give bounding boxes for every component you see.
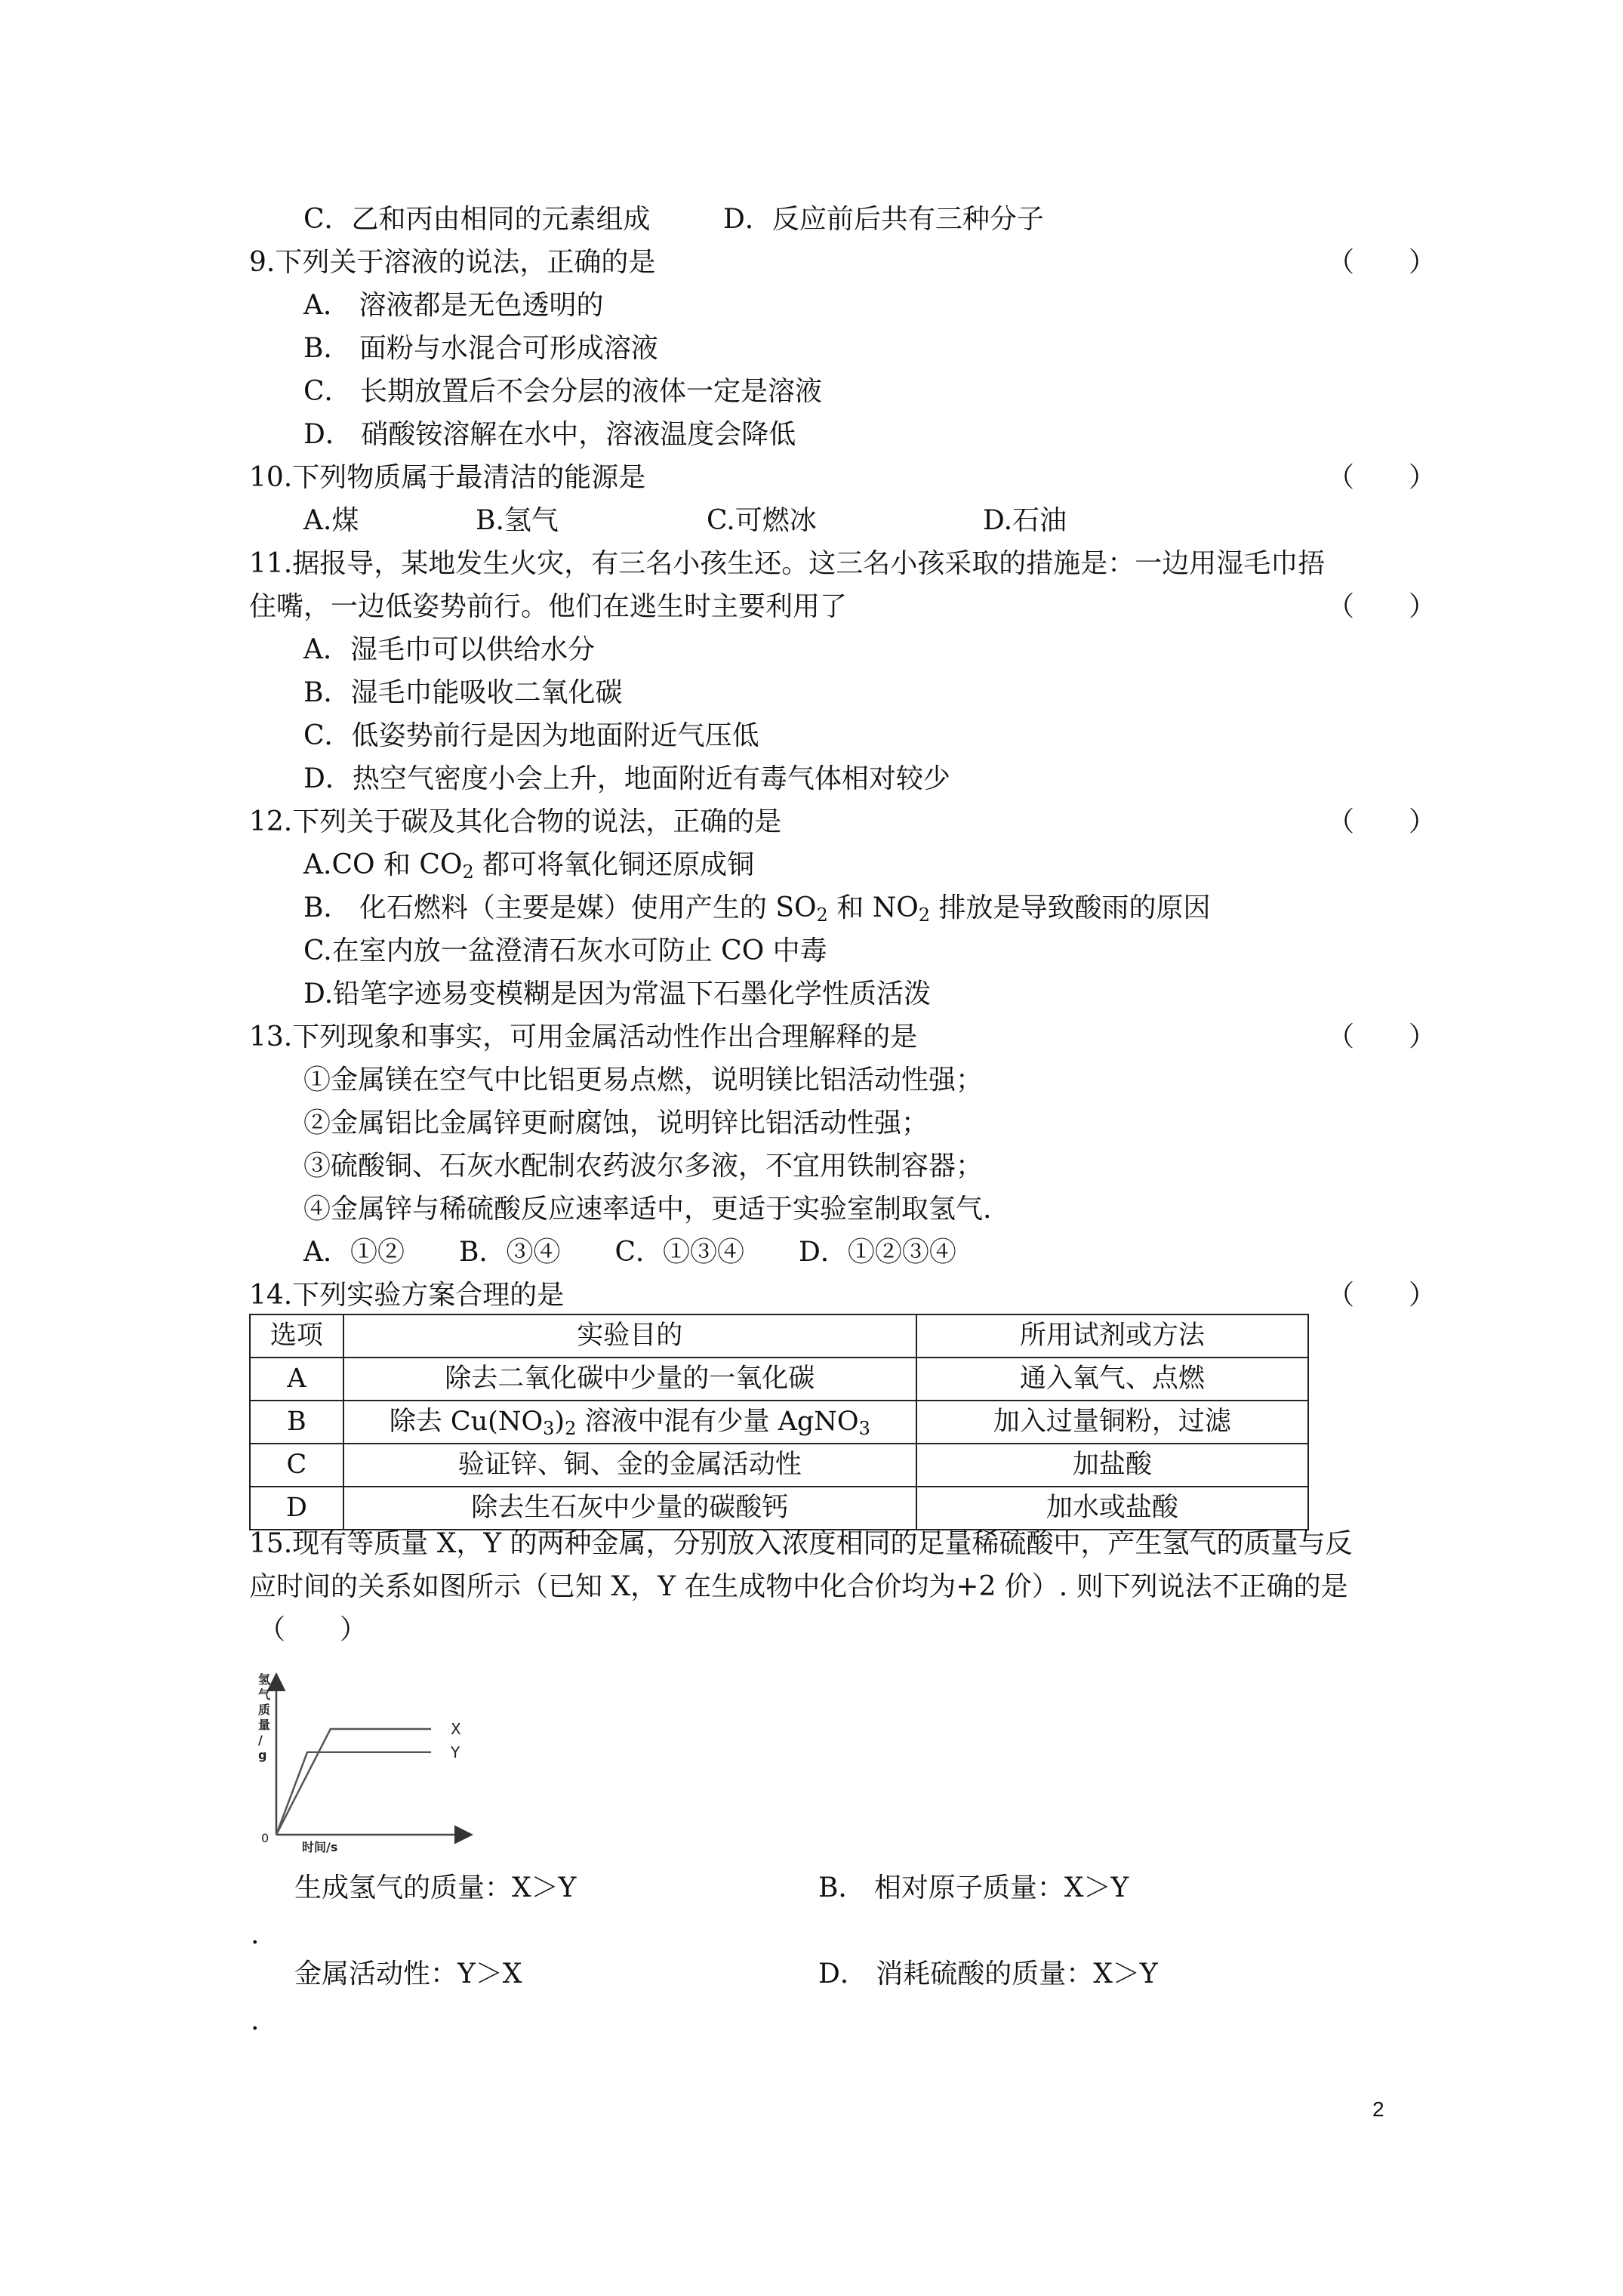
q11-option-d: D．热空气密度小会上升，地面附近有毒气体相对较少 [303, 763, 950, 794]
table-header-goal: 实验目的 [343, 1314, 916, 1358]
table-cell-method: 加水或盐酸 [916, 1487, 1308, 1530]
q15-option-d: D． 消耗硫酸的质量：X＞Y [818, 1959, 1158, 1989]
q12-stem: 12.下列关于碳及其化合物的说法，正确的是 [249, 806, 782, 837]
series-x-label: X [451, 1720, 461, 1738]
table-row [250, 1358, 1308, 1401]
q10-option-a: A.煤 [303, 505, 359, 536]
page-number: 2 [1372, 2097, 1384, 2121]
q8-option-c: C．乙和丙由相同的元素组成 [303, 204, 651, 235]
q9-answer-bracket: （ ） [1327, 247, 1437, 278]
table-cell-option: C [250, 1444, 343, 1487]
table-cell-goal: 除去 $Cu(NO_3)_2$ 溶液中混有少量 AgNO$_3$ [343, 1401, 916, 1444]
q14-table [249, 1314, 1309, 1530]
q11-option-c: C．低姿势前行是因为地面附近气压低 [303, 720, 759, 751]
origin-label: 0 [261, 1831, 269, 1845]
q9-stem: 9.下列关于溶液的说法，正确的是 [249, 247, 656, 278]
q8-option-d: D．反应前后共有三种分子 [723, 204, 1044, 235]
q13-options: A．①② B．③④ C．①③④ D．①②③④ [303, 1237, 956, 1268]
table-row [250, 1444, 1308, 1487]
table-cell-option: D [250, 1487, 343, 1530]
y-axis-label: 氢气质量/ g [258, 1672, 271, 1762]
table-row [250, 1401, 1308, 1444]
table-cell-option: A [250, 1358, 343, 1401]
q9-option-a: A． 溶液都是无色透明的 [303, 290, 604, 321]
q15-stem-line1: 15.现有等质量 X，Y 的两种金属，分别放入浓度相同的足量稀硫酸中，产生氢气的质量与反 [249, 1528, 1353, 1559]
table-cell-method: 加盐酸 [916, 1444, 1308, 1487]
q11-option-a: A．湿毛巾可以供给水分 [303, 634, 595, 665]
table-cell-goal: 除去生石灰中少量的碳酸钙 [343, 1487, 916, 1530]
table-cell-method: 加入过量铜粉，过滤 [916, 1401, 1308, 1444]
table-header-row [250, 1314, 1308, 1358]
table-cell-option: B [250, 1401, 343, 1444]
table-header-method: 所用试剂或方法 [916, 1314, 1308, 1358]
table-cell-goal: 除去二氧化碳中少量的一氧化碳 [343, 1358, 916, 1401]
q11-stem-line1: 11.据报导，某地发生火灾，有三名小孩生还。这三名小孩采取的措施是：一边用湿毛巾捂 [249, 548, 1326, 579]
series-y-line [276, 1752, 431, 1835]
q12-option-a: A.CO 和 $CO_2$ 都可将氧化铜还原成铜 [303, 849, 755, 883]
q10-option-c: C.可燃冰 [707, 505, 817, 536]
q15-answer-bracket: （ ） [258, 1614, 368, 1645]
hydrogen-mass-chart [242, 1667, 491, 1856]
q12-option-d: D.铅笔字迹易变模糊是因为常温下石墨化学性质活泼 [303, 978, 932, 1009]
q13-statement-2: ②金属铝比金属锌更耐腐蚀，说明锌比铝活动性强； [303, 1108, 929, 1139]
q15-option-c: 金属活动性：Y＞X [294, 1959, 522, 1989]
q10-option-b: B.氢气 [476, 505, 559, 536]
q11-answer-bracket: （ ） [1327, 591, 1437, 622]
q13-answer-bracket: （ ） [1327, 1022, 1437, 1052]
q15-stem-line2: 应时间的关系如图所示（已知 X，Y 在生成物中化合价均为+2 价）. 则下列说法不正确的是 [249, 1571, 1348, 1602]
series-x-line [276, 1729, 431, 1835]
q11-stem-line2: 住嘴，一边低姿势前行。他们在逃生时主要利用了 [249, 591, 848, 622]
q13-statement-1: ①金属镁在空气中比铝更易点燃，说明镁比铝活动性强； [303, 1065, 984, 1096]
q10-answer-bracket: （ ） [1327, 462, 1437, 493]
q12-answer-bracket: （ ） [1327, 806, 1437, 837]
x-axis-label: 时间/s [302, 1840, 338, 1854]
q9-option-d: D． 硝酸铵溶解在水中，溶液温度会降低 [303, 419, 796, 450]
table-header-option: 选项 [250, 1314, 343, 1358]
q15-option-b: B． 相对原子质量：X＞Y [818, 1872, 1129, 1903]
q15-option-a-dot: . [251, 1919, 260, 1950]
q13-statement-4: ④金属锌与稀硫酸反应速率适中，更适于实验室制取氢气. [303, 1194, 992, 1225]
table-cell-method: 通入氧气、点燃 [916, 1358, 1308, 1401]
table-cell-goal: 验证锌、铜、金的金属活动性 [343, 1444, 916, 1487]
q15-option-c-dot: . [251, 2005, 260, 2036]
q11-option-b: B．湿毛巾能吸收二氧化碳 [303, 677, 623, 708]
q9-option-b: B． 面粉与水混合可形成溶液 [303, 333, 658, 364]
q15-option-a: 生成氢气的质量：X＞Y [294, 1872, 577, 1903]
q13-statement-3: ③硫酸铜、石灰水配制农药波尔多液，不宜用铁制容器； [303, 1151, 984, 1182]
q9-option-c: C． 长期放置后不会分层的液体一定是溶液 [303, 376, 822, 407]
q13-stem: 13.下列现象和事实，可用金属活动性作出合理解释的是 [249, 1022, 918, 1052]
series-y-label: Y [451, 1743, 460, 1761]
table-row [250, 1487, 1308, 1530]
q14-stem: 14.下列实验方案合理的是 [249, 1280, 565, 1311]
q10-stem: 10.下列物质属于最清洁的能源是 [249, 462, 646, 493]
q12-option-c: C.在室内放一盆澄清石灰水可防止 CO 中毒 [303, 935, 827, 966]
q14-answer-bracket: （ ） [1327, 1280, 1437, 1311]
q10-option-d: D.石油 [983, 505, 1067, 536]
q12-option-b: B． 化石燃料（主要是媒）使用产生的 $SO_2$ 和 $NO_2$ 排放是导致酸雨的原因 [303, 892, 1211, 926]
